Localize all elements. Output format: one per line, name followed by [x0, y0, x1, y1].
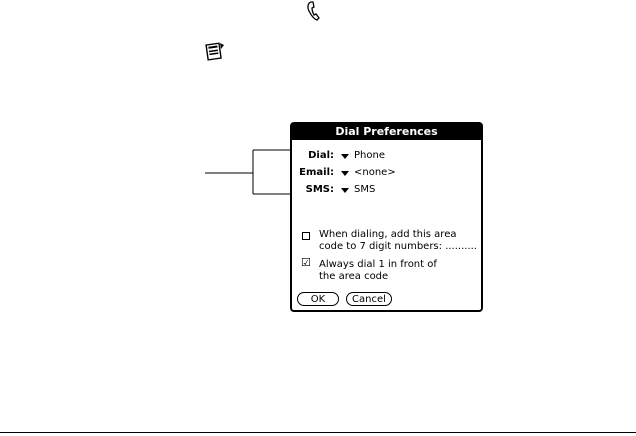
always-dial-1-checkbox[interactable]: ☑: [301, 256, 311, 269]
app-card-icon: [204, 40, 226, 62]
area-code-checkbox-line2: code to 7 digit numbers: ..........: [319, 241, 477, 252]
area-code-checkbox-line1: When dialing, add this area: [319, 229, 457, 240]
cancel-button[interactable]: Cancel: [346, 292, 392, 306]
sms-dropdown-icon[interactable]: [341, 188, 349, 193]
phone-handset-icon: [305, 0, 323, 22]
email-dropdown-icon[interactable]: [341, 171, 349, 176]
sms-label: SMS:: [305, 184, 334, 195]
email-value[interactable]: <none>: [354, 167, 396, 178]
always-dial-1-line2: the area code: [319, 271, 389, 282]
bottom-rule: [0, 432, 636, 433]
email-row: [292, 167, 481, 179]
always-dial-1-line1: Always dial 1 in front of: [319, 259, 437, 270]
sms-row: [292, 184, 481, 196]
area-code-checkbox[interactable]: [302, 232, 310, 240]
dial-value[interactable]: Phone: [354, 150, 385, 161]
sms-value[interactable]: SMS: [354, 184, 376, 195]
dial-preferences-dialog: [290, 122, 483, 312]
ok-button[interactable]: OK: [297, 292, 339, 306]
dial-dropdown-icon[interactable]: [341, 154, 349, 159]
dial-label: Dial:: [308, 150, 334, 161]
email-label: Email:: [299, 167, 334, 178]
dialog-title: Dial Preferences: [292, 124, 481, 140]
dial-row: [292, 150, 481, 162]
